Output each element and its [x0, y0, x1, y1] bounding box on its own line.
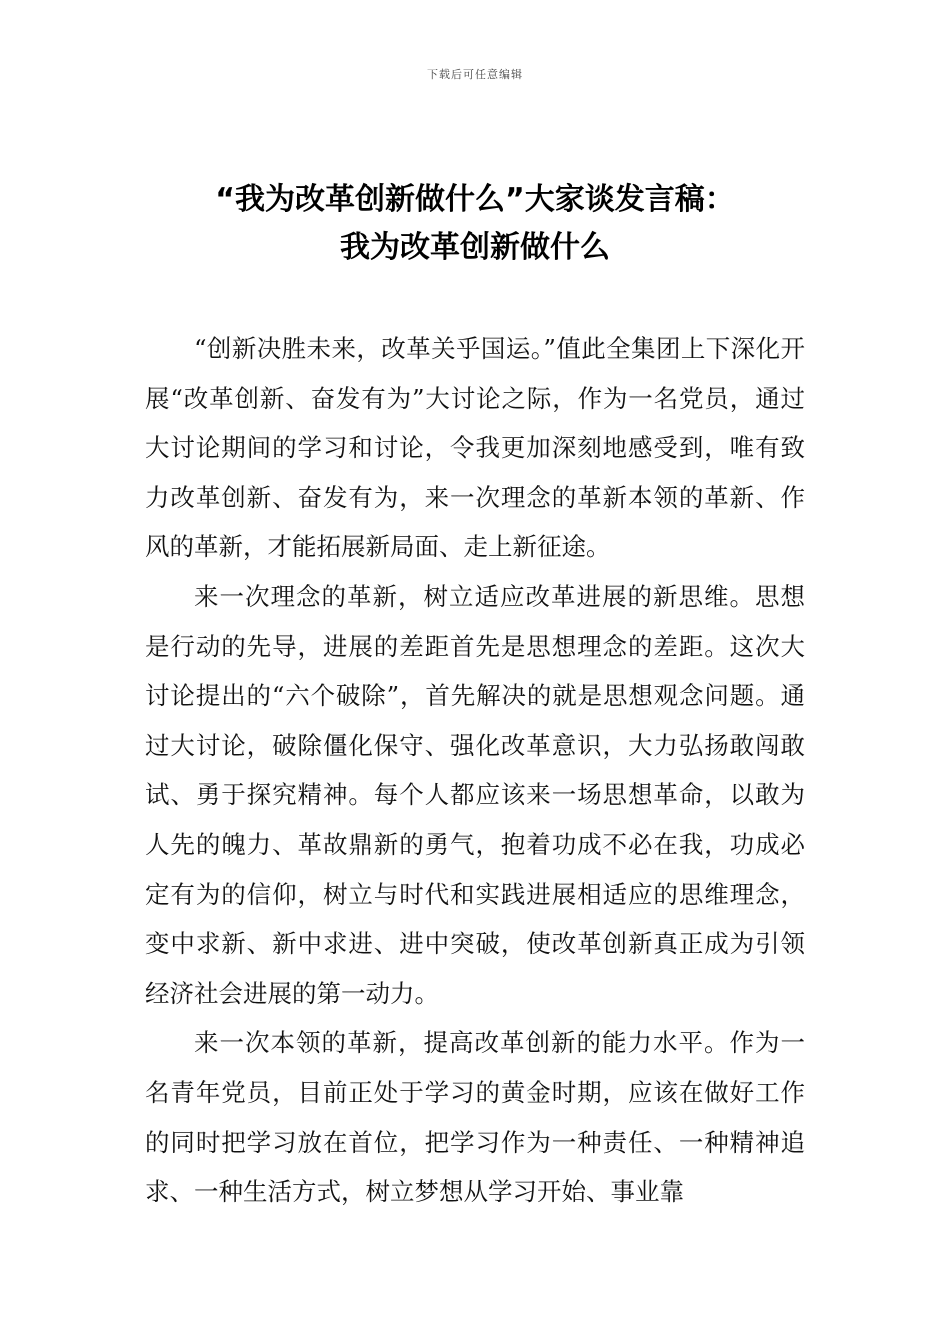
paragraph: 来一次理念的革新，树立适应改革进展的新思维。思想是行动的先导，进展的差距首先是思想理念的差距。这次大讨论提出的“六个破除”，首先解决的就是思想观念问题。通过大讨论，破除僵化保守、强化改革意识，大力弘扬敢闯敢试、勇于探究精神。每个人都应该来一场思想革命，以敢为人先的魄力、革故鼎新的勇气，抱着功成不必在我，功成必定有为的信仰，树立与时代和实践进展相适应的思维理念，变中求新、新中求进、进中突破，使改革创新真正成为引领经济社会进展的第一动力。: [145, 581, 805, 1008]
title-line-2: 我为改革创新做什么: [340, 230, 610, 265]
header-note: 下载后可任意编辑: [427, 68, 523, 81]
document-body: [145, 324, 805, 1217]
paragraph: 来一次本领的革新，提高改革创新的能力水平。作为一名青年党员，目前正处于学习的黄金时期，应该在做好工作的同时把学习放在首位，把学习作为一种责任、一种精神追求、一种生活方式，树立梦想从学习开始、事业靠: [145, 1028, 805, 1207]
paragraph: “创新决胜未来，改革关乎国运。”值此全集团上下深化开展“改革创新、奋发有为”大讨论之际，作为一名党员，通过大讨论期间的学习和讨论，令我更加深刻地感受到，唯有致力改革创新、奋发有为，来一次理念的革新本领的革新、作风的革新，才能拓展新局面、走上新征途。: [145, 334, 805, 562]
title-line-1: “我为改革创新做什么”大家谈发言稿：: [215, 182, 735, 217]
document-title: [0, 176, 950, 272]
